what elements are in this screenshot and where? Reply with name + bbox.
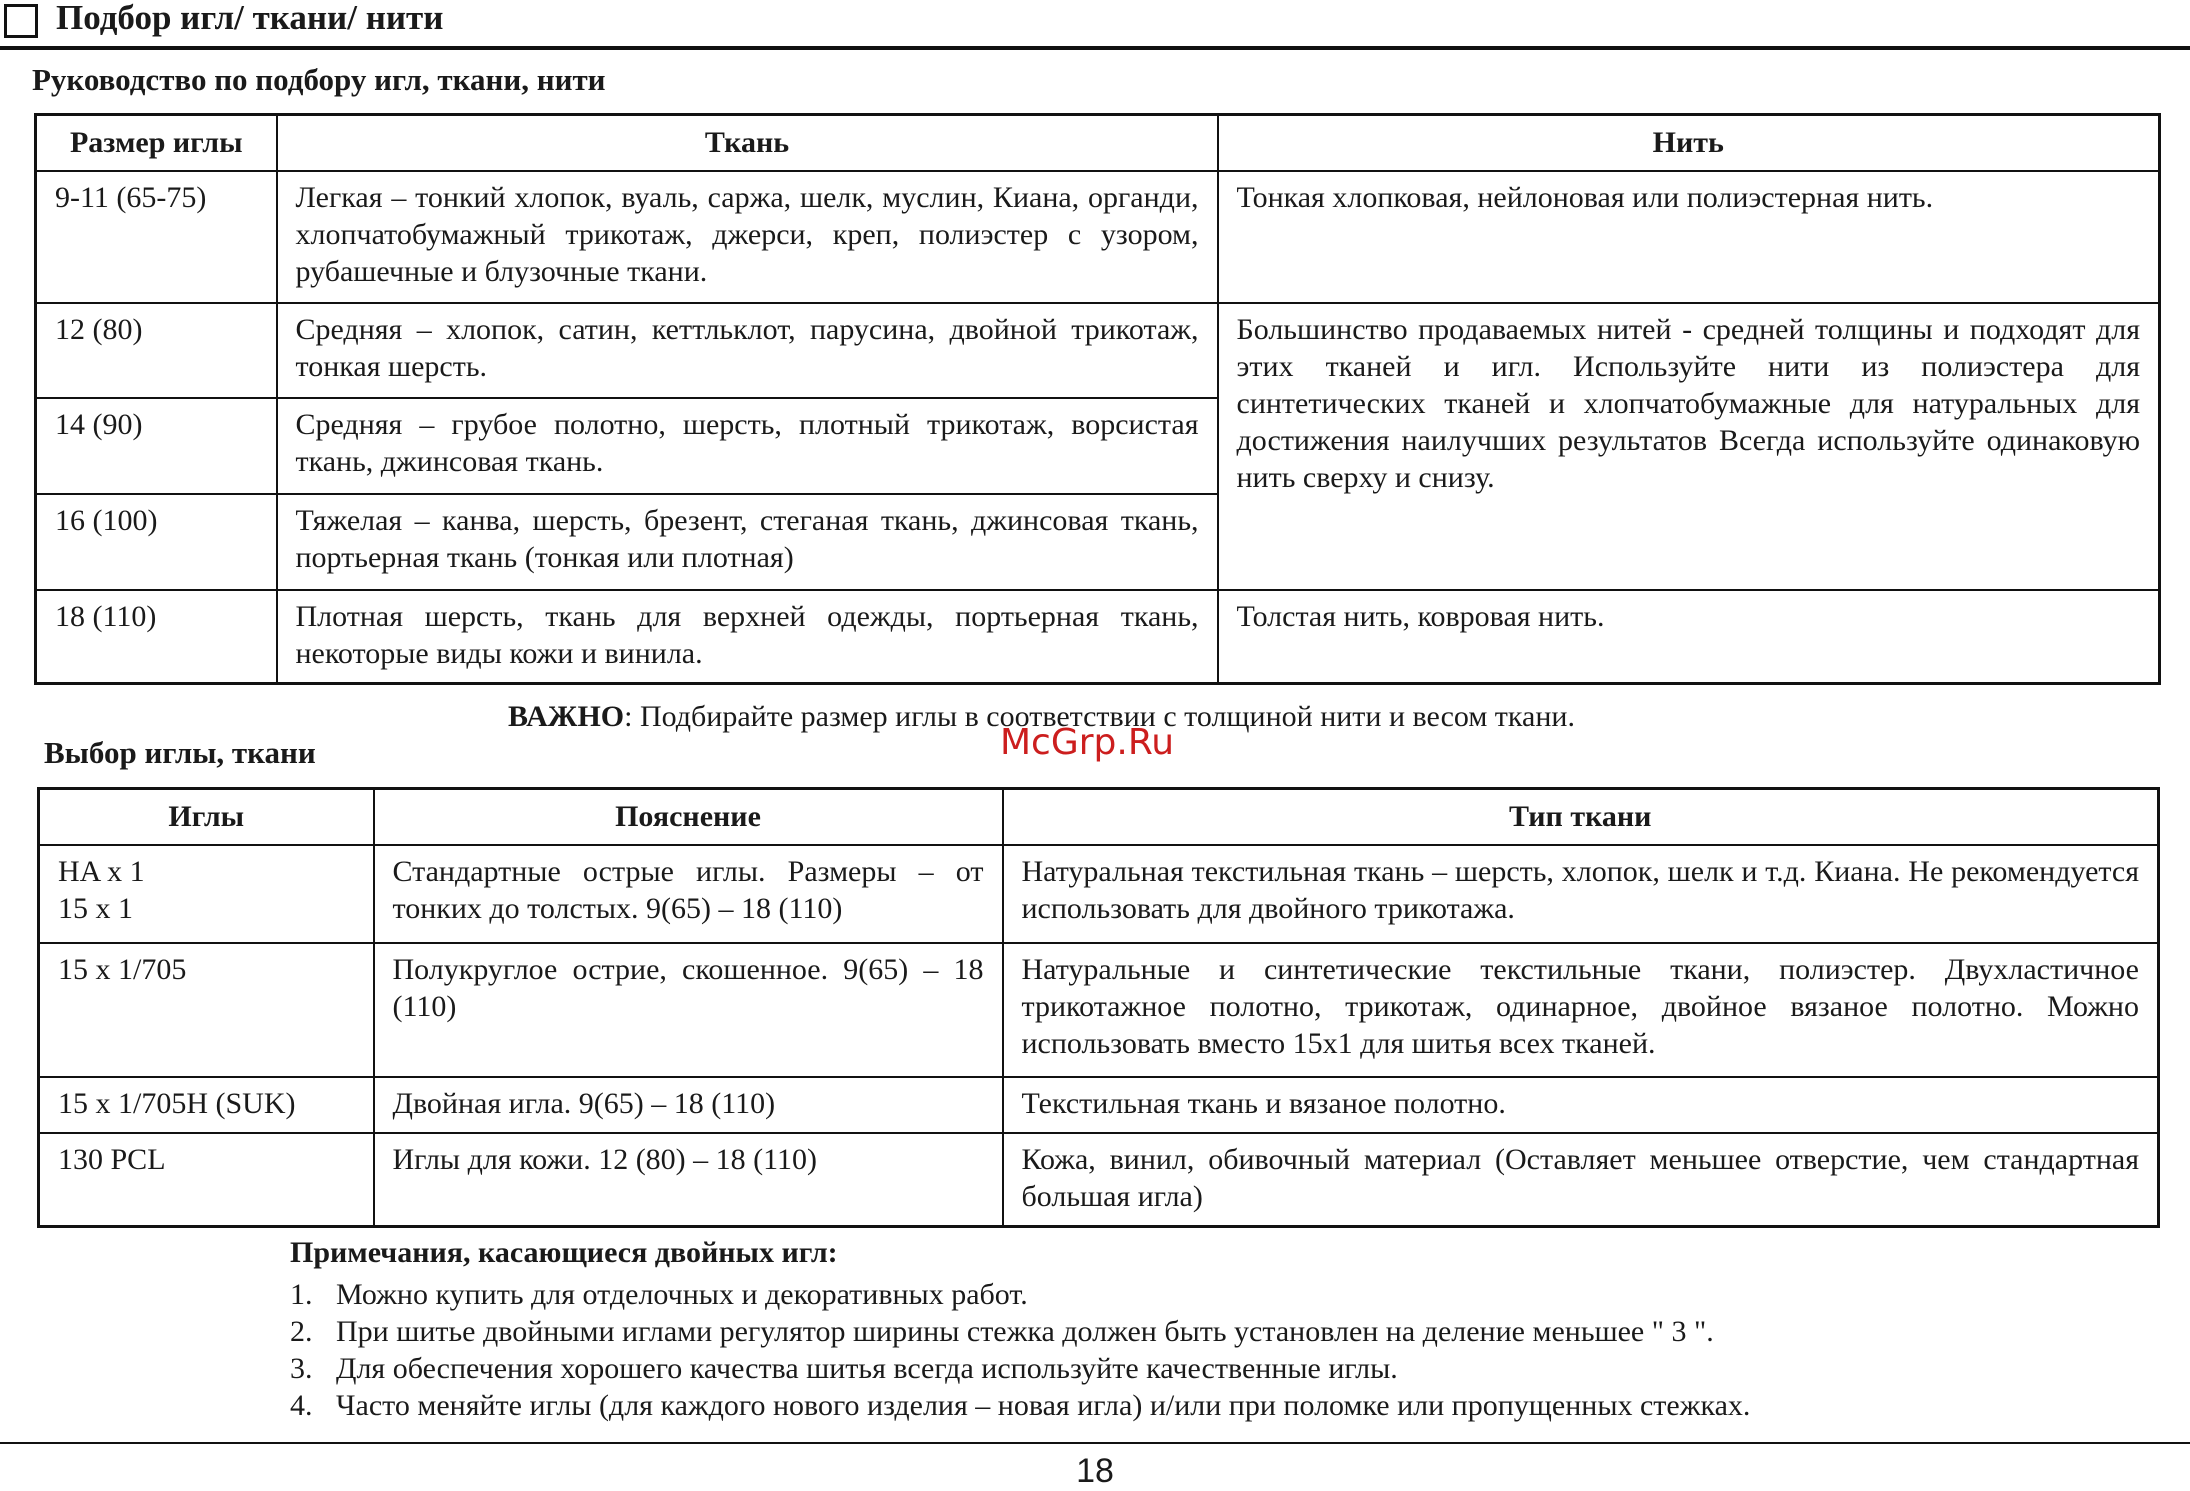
table-row xyxy=(36,303,2160,398)
description-cell: Полукруглое острие, скошенное. 9(65) – 18 (110) xyxy=(374,943,1003,1077)
watermark: McGrp.Ru xyxy=(1000,722,1175,763)
needle-size-cell: 18 (110) xyxy=(36,590,277,684)
needle-size-cell: 16 (100) xyxy=(36,494,277,590)
notes-list xyxy=(290,1276,1750,1424)
needle-fabric-thread-table xyxy=(34,113,2161,685)
needle-size-cell: 12 (80) xyxy=(36,303,277,398)
note-text: Для обеспечения хорошего качества шитья всегда используйте качественные иглы. xyxy=(336,1352,1398,1385)
header-checkbox xyxy=(4,4,38,38)
col-header-size: Размер иглы xyxy=(36,115,277,171)
needle-size-cell: 14 (90) xyxy=(36,398,277,494)
col-header-fabric-type: Тип ткани xyxy=(1003,789,2159,845)
table-row xyxy=(36,590,2160,684)
thread-cell: Тонкая хлопковая, нейлоновая или полиэстерная нить. xyxy=(1218,171,2160,303)
col-header-needles: Иглы xyxy=(39,789,374,845)
note-number: 3. xyxy=(290,1352,313,1385)
important-text: : Подбирайте размер иглы в соответствии с толщиной нити и весом ткани. xyxy=(624,700,1575,733)
table-row xyxy=(36,171,2160,303)
needle-cell: 130 PCL xyxy=(39,1133,374,1227)
fabric-type-cell: Текстильная ткань и вязаное полотно. xyxy=(1003,1077,2159,1133)
table-row xyxy=(39,1077,2159,1133)
table-row xyxy=(39,943,2159,1077)
fabric-cell: Тяжелая – канва, шерсть, брезент, стеганая ткань, джинсовая ткань, портьерная ткань (тонкая или плотная) xyxy=(277,494,1218,590)
table-header-row xyxy=(36,115,2160,171)
table-row xyxy=(39,845,2159,943)
col-header-fabric: Ткань xyxy=(277,115,1218,171)
selection-title: Выбор иглы, ткани xyxy=(44,735,316,770)
notes-title: Примечания, касающиеся двойных игл: xyxy=(290,1236,838,1269)
header-rule xyxy=(0,46,2190,50)
footer-rule xyxy=(0,1442,2190,1444)
note-text: При шитье двойными иглами регулятор ширины стежка должен быть установлен на деление меньшее " 3 ". xyxy=(336,1315,1714,1348)
table-header-row xyxy=(39,789,2159,845)
thread-cell: Большинство продаваемых нитей - средней толщины и подходят для этих тканей и игл. Используйте нити из полиэстера для синтетических тканей и хлопчатобумажные для натуральных для достижения наилучших результатов Всегда используйте одинаковую нить сверху и снизу. xyxy=(1218,303,2160,590)
needle-type: HA x 1 xyxy=(58,854,145,888)
page-number: 18 xyxy=(1076,1452,1114,1490)
page-title: Подбор игл/ ткани/ нити xyxy=(56,0,444,37)
table-row xyxy=(39,1133,2159,1227)
needle-cell: 15 x 1/705H (SUK) xyxy=(39,1077,374,1133)
note-number: 2. xyxy=(290,1315,313,1348)
col-header-description: Пояснение xyxy=(374,789,1003,845)
description-cell: Иглы для кожи. 12 (80) – 18 (110) xyxy=(374,1133,1003,1227)
needle-cell: 15 x 1/705 xyxy=(39,943,374,1077)
fabric-cell: Плотная шерсть, ткань для верхней одежды, портьерная ткань, некоторые виды кожи и винила. xyxy=(277,590,1218,684)
fabric-cell: Средняя – хлопок, сатин, кеттльклот, парусина, двойной трикотаж, тонкая шерсть. xyxy=(277,303,1218,398)
col-header-thread: Нить xyxy=(1218,115,2160,171)
list-item xyxy=(290,1313,1750,1350)
list-item xyxy=(290,1276,1750,1313)
note-number: 1. xyxy=(290,1278,313,1311)
description-cell: Двойная игла. 9(65) – 18 (110) xyxy=(374,1077,1003,1133)
list-item xyxy=(290,1387,1750,1424)
note-text: Часто меняйте иглы (для каждого нового изделия – новая игла) и/или при поломке или пропущенных стежках. xyxy=(336,1389,1751,1422)
fabric-cell: Легкая – тонкий хлопок, вуаль, саржа, шелк, муслин, Киана, органди, хлопчатобумажный трикотаж, джерси, креп, полиэстер с узором, рубашечные и блузочные ткани. xyxy=(277,171,1218,303)
fabric-type-cell: Кожа, винил, обивочный материал (Оставляет меньшее отверстие, чем стандартная большая игла) xyxy=(1003,1133,2159,1227)
needle-cell xyxy=(39,845,374,943)
list-item xyxy=(290,1350,1750,1387)
needle-type: 15 x 1 xyxy=(58,891,133,925)
needle-selection-table xyxy=(37,787,2160,1228)
needle-size-cell: 9-11 (65-75) xyxy=(36,171,277,303)
note-number: 4. xyxy=(290,1389,313,1422)
note-text: Можно купить для отделочных и декоративных работ. xyxy=(336,1278,1028,1311)
fabric-type-cell: Натуральные и синтетические текстильные ткани, полиэстер. Двухластичное трикотажное полотно, трикотаж, одинарное, двойное вязаное полотно. Можно использовать вместо 15x1 для шитья всех тканей. xyxy=(1003,943,2159,1077)
important-label: ВАЖНО xyxy=(508,700,625,733)
fabric-type-cell: Натуральная текстильная ткань – шерсть, хлопок, шелк и т.д. Киана. Не рекомендуется использовать для двойного трикотажа. xyxy=(1003,845,2159,943)
fabric-cell: Средняя – грубое полотно, шерсть, плотный трикотаж, ворсистая ткань, джинсовая ткань. xyxy=(277,398,1218,494)
guide-title: Руководство по подбору игл, ткани, нити xyxy=(32,62,606,97)
description-cell: Стандартные острые иглы. Размеры – от тонких до толстых. 9(65) – 18 (110) xyxy=(374,845,1003,943)
thread-cell: Толстая нить, ковровая нить. xyxy=(1218,590,2160,684)
